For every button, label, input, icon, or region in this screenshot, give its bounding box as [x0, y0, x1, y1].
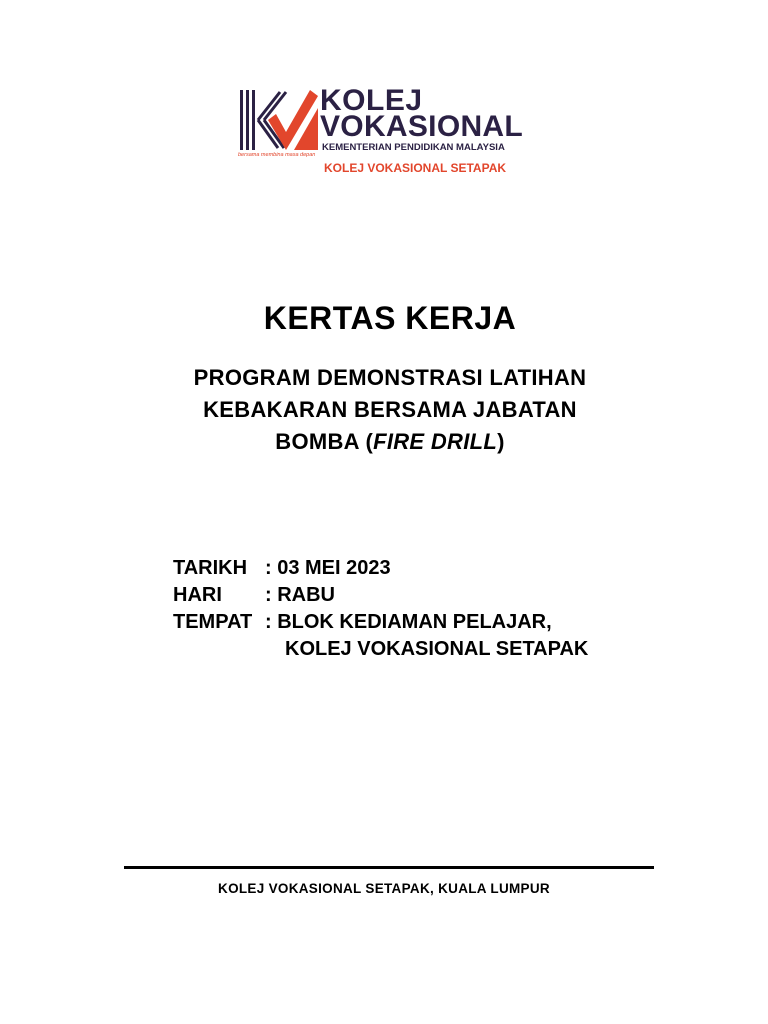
date-label: TARIKH — [173, 557, 248, 579]
logo-tagline: bersama membina masa depan — [238, 152, 316, 158]
logo-name-line2: VOKASIONAL — [320, 110, 524, 143]
place-label: TEMPAT — [173, 611, 253, 633]
kv-emblem-icon — [238, 86, 320, 156]
date-value: : 03 MEI 2023 — [265, 557, 391, 579]
subtitle-line-3 — [0, 426, 768, 458]
place-value-2: KOLEJ VOKASIONAL SETAPAK — [285, 638, 589, 660]
footer-divider — [124, 866, 654, 869]
place-value: : BLOK KEDIAMAN PELAJAR, — [265, 611, 552, 633]
subtitle-line-3-emphasis: FIRE DRILL — [373, 429, 498, 454]
subtitle-line-3-pre: BOMBA ( — [275, 429, 374, 454]
footer-text: KOLEJ VOKASIONAL SETAPAK, KUALA LUMPUR — [218, 881, 550, 896]
logo-college: KOLEJ VOKASIONAL SETAPAK — [324, 161, 507, 175]
subtitle-line-1: PROGRAM DEMONSTRASI LATIHAN — [193, 365, 587, 390]
day-value: : RABU — [265, 584, 335, 606]
logo-ministry: KEMENTERIAN PENDIDIKAN MALAYSIA — [322, 142, 505, 153]
document-title: KERTAS KERJA — [263, 300, 517, 336]
subtitle-line-3-post: ) — [497, 429, 505, 454]
college-logo — [238, 86, 538, 178]
day-label: HARI — [173, 584, 222, 606]
subtitle-line-2: KEBAKARAN BERSAMA JABATAN — [203, 397, 577, 422]
document-subtitle — [0, 362, 768, 458]
logo-name-line1: KOLEJ — [320, 84, 423, 117]
